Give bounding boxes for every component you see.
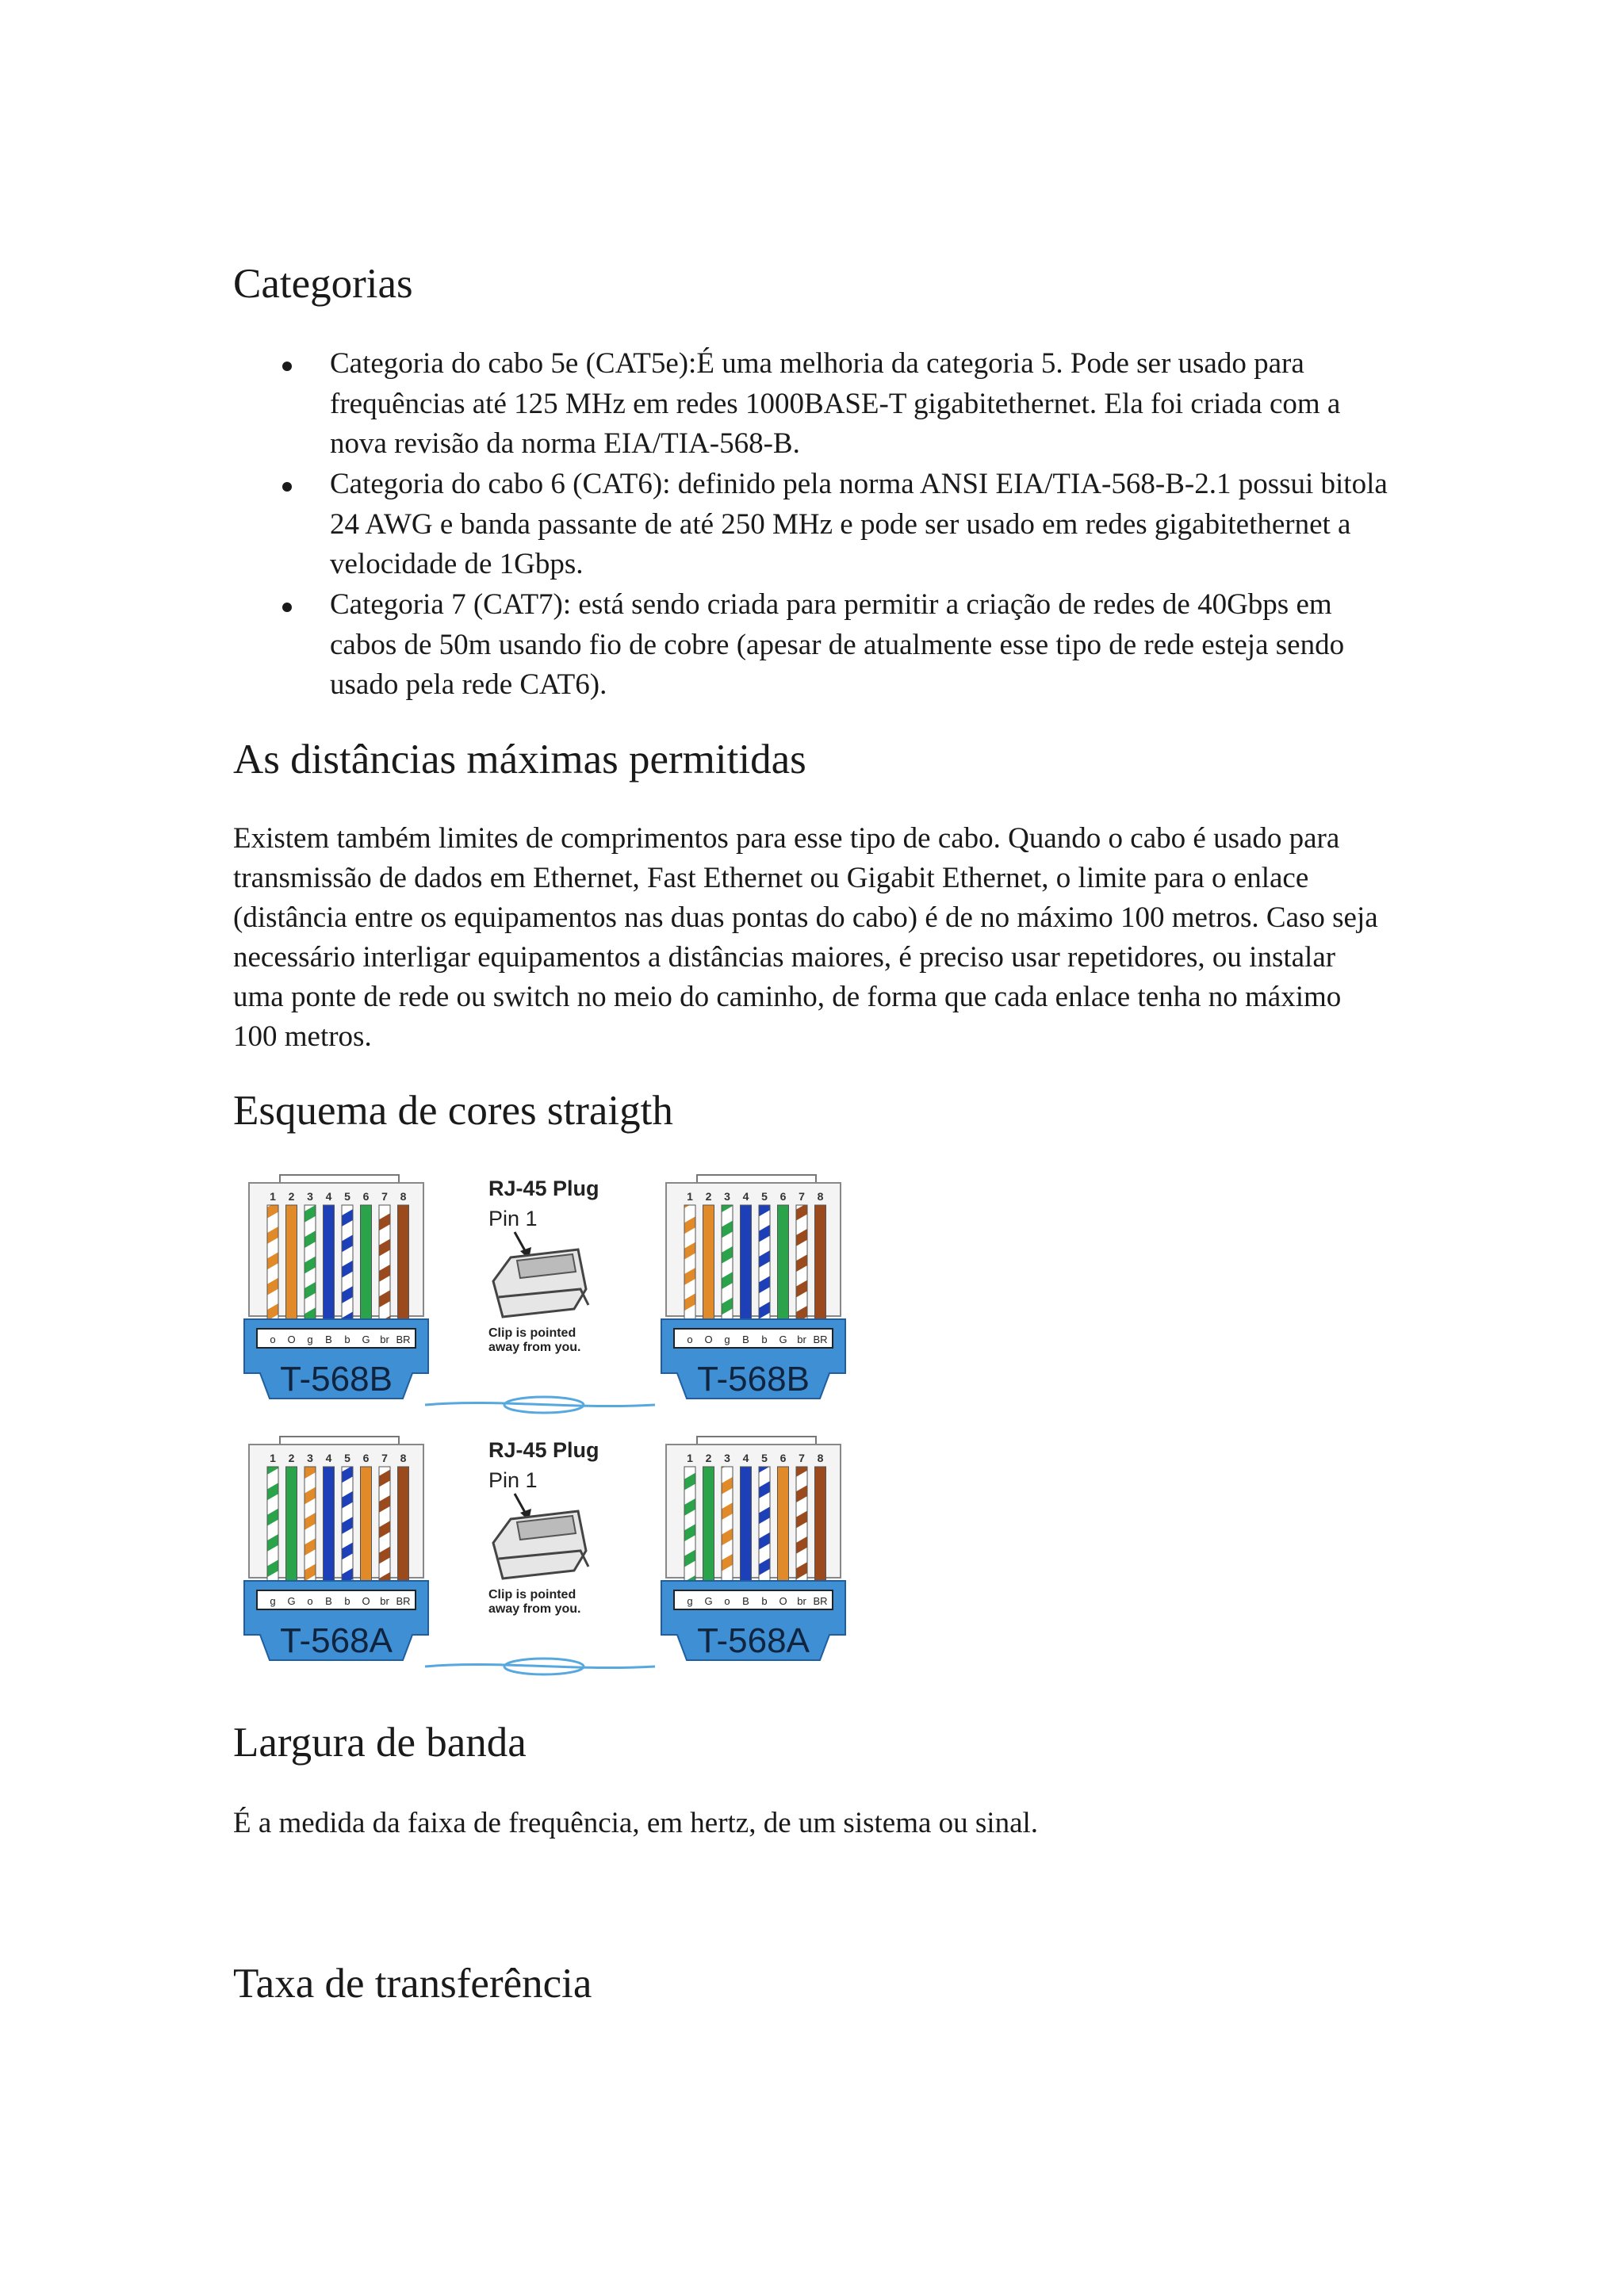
wire-code: G bbox=[704, 1595, 713, 1607]
wire bbox=[759, 1205, 770, 1324]
category-cat6-text: Categoria do cabo 6 (CAT6): definido pela norma ANSI EIA/TIA-568-B-2.1 possui bitola 24 AWG e banda passante de até 250 MHz e pode ser usado em redes gigabitethernet a velocidade de 1Gbps. bbox=[330, 468, 1388, 580]
pin-label: Pin 1 bbox=[488, 1207, 538, 1230]
connector-header bbox=[280, 1437, 399, 1445]
wire-code-strip bbox=[257, 1590, 416, 1609]
wire bbox=[815, 1205, 826, 1324]
pin-number: 2 bbox=[288, 1452, 295, 1464]
pin-number: 4 bbox=[742, 1452, 749, 1464]
pin-number: 7 bbox=[799, 1190, 805, 1203]
pin-number: 2 bbox=[705, 1452, 712, 1464]
wire-code: br bbox=[797, 1334, 806, 1345]
wire bbox=[304, 1467, 316, 1586]
wire-code: O bbox=[287, 1334, 296, 1345]
pin-number: 2 bbox=[705, 1190, 712, 1203]
list-item bbox=[233, 465, 1391, 585]
pin-number: 3 bbox=[307, 1190, 313, 1203]
wire bbox=[398, 1205, 409, 1324]
wire-code-strip bbox=[674, 1590, 833, 1609]
pin-number: 5 bbox=[344, 1452, 350, 1464]
pin-number: 1 bbox=[270, 1452, 276, 1464]
pin-number: 8 bbox=[817, 1452, 824, 1464]
wire-code: O bbox=[779, 1595, 787, 1607]
wire bbox=[684, 1205, 695, 1324]
largura-paragraph: É a medida da faixa de frequência, em hertz, de um sistema ou sinal. bbox=[233, 1807, 1039, 1839]
pin-number: 6 bbox=[362, 1452, 370, 1464]
rj45-wiring-svg bbox=[243, 1170, 852, 1689]
pin-number: 5 bbox=[344, 1190, 350, 1203]
wire bbox=[379, 1205, 390, 1324]
standard-label: T-568A bbox=[280, 1621, 393, 1660]
pin-number: 1 bbox=[687, 1452, 693, 1464]
wire-code: o bbox=[307, 1595, 313, 1607]
plug-title: RJ-45 Plug bbox=[488, 1438, 599, 1462]
cable-line bbox=[425, 1664, 655, 1667]
pin-number: 3 bbox=[724, 1190, 730, 1203]
wire-code: BR bbox=[813, 1334, 828, 1345]
category-cat5e-text: Categoria do cabo 5e (CAT5e):É uma melhoria da categoria 5. Pode ser usado para frequências até 125 MHz em redes 1000BASE-T gigabitethernet. Ela foi criada com a nova revisão da norma EIA/TIA-568-B. bbox=[330, 347, 1341, 460]
wire bbox=[778, 1467, 789, 1586]
wire bbox=[379, 1467, 390, 1586]
list-item bbox=[233, 585, 1391, 706]
wire bbox=[361, 1467, 372, 1586]
heading-taxa: Taxa de transferência bbox=[233, 1961, 592, 2007]
pin-number: 4 bbox=[742, 1190, 749, 1203]
category-cat7-text: Categoria 7 (CAT7): está sendo criada para permitir a criação de redes de 40Gbps em cabos de 50m usando fio de cobre (apesar de atualmente esse tipo de rede esteja sendo usado pela rede CAT6). bbox=[330, 588, 1345, 701]
wire-code: b bbox=[344, 1334, 350, 1345]
wire bbox=[304, 1205, 316, 1324]
clip-note-line1: Clip is pointed bbox=[488, 1588, 576, 1601]
wire bbox=[703, 1205, 714, 1324]
wire bbox=[815, 1467, 826, 1586]
pin-number: 6 bbox=[362, 1190, 370, 1203]
wire bbox=[361, 1205, 372, 1324]
wire bbox=[759, 1467, 770, 1586]
pin-number: 4 bbox=[325, 1190, 332, 1203]
connector-header bbox=[697, 1437, 816, 1445]
wire-code: BR bbox=[396, 1334, 411, 1345]
pin-number: 3 bbox=[724, 1452, 730, 1464]
standard-label: T-568B bbox=[697, 1360, 810, 1399]
wire bbox=[267, 1467, 278, 1586]
wire bbox=[703, 1467, 714, 1586]
wire-code-strip bbox=[674, 1329, 833, 1348]
clip-note-line2: away from you. bbox=[488, 1341, 581, 1354]
wire-code: o bbox=[687, 1334, 693, 1345]
pin-number: 4 bbox=[325, 1452, 332, 1464]
wire bbox=[722, 1467, 733, 1586]
wire bbox=[796, 1467, 807, 1586]
heading-largura: Largura de banda bbox=[233, 1720, 527, 1766]
list-item bbox=[233, 344, 1391, 465]
wire-code: b bbox=[344, 1595, 350, 1607]
pin-number: 2 bbox=[288, 1190, 295, 1203]
wire-code: G bbox=[287, 1595, 296, 1607]
wire-code: B bbox=[325, 1595, 332, 1607]
wire-code: br bbox=[380, 1334, 389, 1345]
wire-code: g bbox=[270, 1595, 276, 1607]
wire-code: br bbox=[380, 1595, 389, 1607]
pin-number: 5 bbox=[761, 1452, 768, 1464]
pin-number: 6 bbox=[779, 1190, 787, 1203]
connector-t-568a-left bbox=[244, 1437, 428, 1660]
pin-number: 8 bbox=[400, 1190, 407, 1203]
pin-label: Pin 1 bbox=[488, 1468, 538, 1492]
connector-t-568b-right bbox=[661, 1175, 845, 1399]
pin-number: 7 bbox=[381, 1190, 388, 1203]
wire-code: br bbox=[797, 1595, 806, 1607]
wire-code: G bbox=[779, 1334, 787, 1345]
heading-categorias: Categorias bbox=[233, 261, 413, 307]
bullet-icon bbox=[282, 482, 292, 492]
plug-title: RJ-45 Plug bbox=[488, 1177, 599, 1200]
wire-code: G bbox=[362, 1334, 370, 1345]
pin-number: 3 bbox=[307, 1452, 313, 1464]
heading-distancias: As distâncias máximas permitidas bbox=[233, 737, 806, 783]
wire bbox=[722, 1205, 733, 1324]
wire bbox=[741, 1467, 752, 1586]
wire bbox=[684, 1467, 695, 1586]
wire bbox=[342, 1467, 353, 1586]
wire bbox=[324, 1205, 335, 1324]
pin-number: 1 bbox=[687, 1190, 693, 1203]
wire-code: g bbox=[687, 1595, 693, 1607]
pin-number: 5 bbox=[761, 1190, 768, 1203]
connector-header bbox=[280, 1175, 399, 1183]
wire bbox=[267, 1205, 278, 1324]
wire bbox=[778, 1205, 789, 1324]
wire bbox=[741, 1205, 752, 1324]
clip-note-line1: Clip is pointed bbox=[488, 1326, 576, 1340]
standard-label: T-568A bbox=[697, 1621, 810, 1660]
cable-line bbox=[425, 1402, 655, 1406]
wire-code: b bbox=[761, 1595, 768, 1607]
connector-t-568a-right bbox=[661, 1437, 845, 1660]
clip-note-line2: away from you. bbox=[488, 1602, 581, 1616]
pin-number: 6 bbox=[779, 1452, 787, 1464]
wire-code: B bbox=[742, 1334, 749, 1345]
wire-code: g bbox=[724, 1334, 730, 1345]
wire bbox=[342, 1205, 353, 1324]
wire bbox=[286, 1467, 297, 1586]
wire-code: g bbox=[307, 1334, 313, 1345]
bullet-icon bbox=[282, 362, 292, 371]
rj45-plug-panel bbox=[488, 1438, 599, 1616]
wire-code: o bbox=[270, 1334, 276, 1345]
pin-number: 8 bbox=[400, 1452, 407, 1464]
wire-code: BR bbox=[396, 1595, 411, 1607]
connector-header bbox=[697, 1175, 816, 1183]
wire-code: O bbox=[362, 1595, 370, 1607]
wire-code: o bbox=[724, 1595, 730, 1607]
rj45-plug-panel bbox=[488, 1177, 599, 1354]
wire bbox=[796, 1205, 807, 1324]
categories-list bbox=[233, 344, 1391, 706]
wire-code: B bbox=[742, 1595, 749, 1607]
pin-number: 8 bbox=[817, 1190, 824, 1203]
pin-number: 7 bbox=[799, 1452, 805, 1464]
wire bbox=[398, 1467, 409, 1586]
wire-code: BR bbox=[813, 1595, 828, 1607]
wire-code-strip bbox=[257, 1329, 416, 1348]
rj45-wiring-diagram bbox=[243, 1170, 852, 1689]
wire-code: O bbox=[704, 1334, 713, 1345]
connector-t-568b-left bbox=[244, 1175, 428, 1399]
distancias-paragraph: Existem também limites de comprimentos para esse tipo de cabo. Quando o cabo é usado para transmissão de dados em Ethernet, Fast Ethernet ou Gigabit Ethernet, o limite para o enlace (distância entre os equipamentos nas duas pontas do cabo) é de no máximo 100 metros. Caso seja necessário interligar equipamentos a distâncias maiores, é preciso usar repetidores, ou instalar uma ponte de rede ou switch no meio do caminho, de forma que cada enlace tenha no máximo 100 metros. bbox=[233, 822, 1378, 1053]
heading-esquema: Esquema de cores straigth bbox=[233, 1088, 673, 1134]
bullet-icon bbox=[282, 603, 292, 612]
wire bbox=[324, 1467, 335, 1586]
standard-label: T-568B bbox=[280, 1360, 393, 1399]
pin-number: 7 bbox=[381, 1452, 388, 1464]
wire-code: B bbox=[325, 1334, 332, 1345]
pin-number: 1 bbox=[270, 1190, 276, 1203]
wire-code: b bbox=[761, 1334, 768, 1345]
wire bbox=[286, 1205, 297, 1324]
